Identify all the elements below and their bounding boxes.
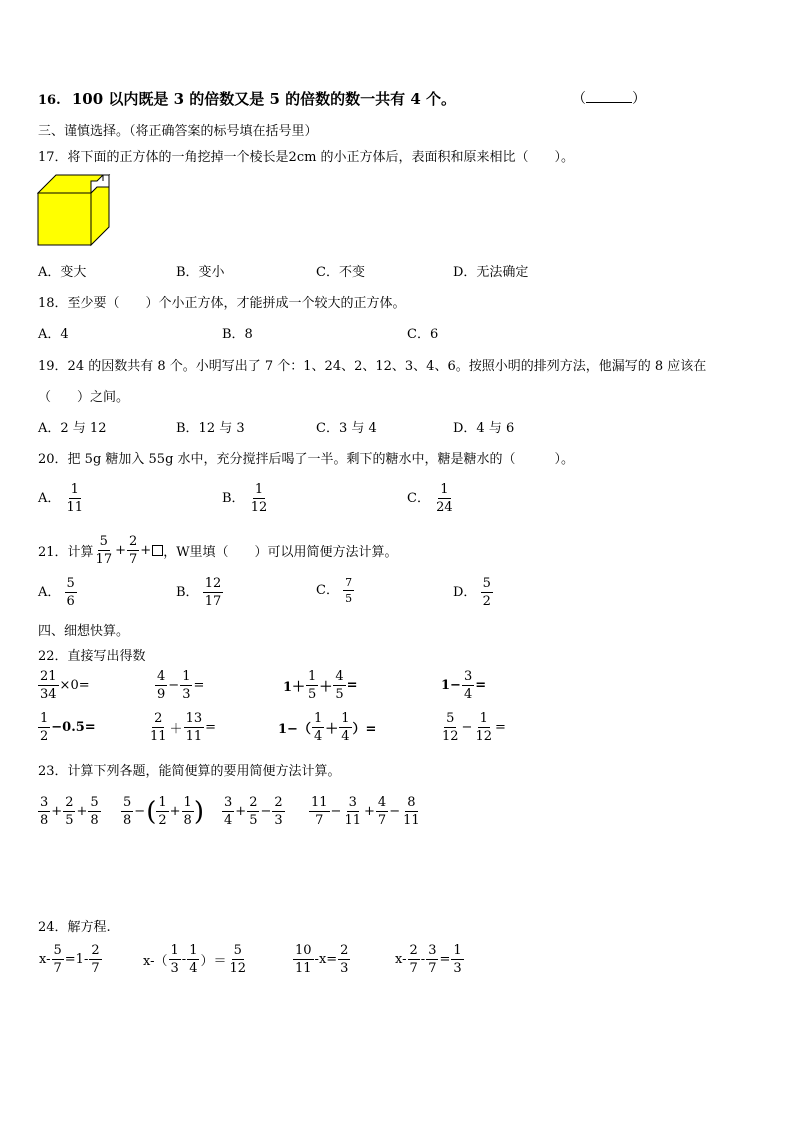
q22-text: 22．直接写出得数 — [38, 649, 146, 664]
fraction: $\frac{2}{7}$ — [129, 534, 138, 567]
blank-square-icon — [152, 545, 163, 556]
q19-option-b[interactable]: B．12 与 3 — [176, 421, 245, 436]
q18-text: 18．至少要（ ）个小正方体，才能拼成一个较大的正方体。 — [38, 296, 406, 311]
fraction: $\frac{2}{5}$ — [65, 795, 74, 828]
q22-expr-5: $\frac{1}{2}$ −0.5= — [40, 711, 96, 744]
fraction: $\frac{3}{7}$ — [428, 943, 437, 976]
q16-number: 16. — [38, 93, 61, 108]
q24-equation-2: x-（ $\frac{1}{3}$ - $\frac{1}{4}$ ）＝ $\frac{5}{12}$ — [143, 943, 247, 976]
q20-option-c[interactable]: C． $\frac{1}{24}$ — [407, 482, 453, 515]
fraction: $\frac{1}{24}$ — [436, 482, 453, 515]
fraction: $\frac{3}{4}$ — [463, 669, 473, 702]
cube-figure — [37, 174, 111, 248]
fraction: $\frac{5}{17}$ — [95, 534, 113, 567]
fraction: $\frac{5}{8}$ — [123, 795, 132, 828]
fraction: $\frac{2}{7}$ — [91, 943, 100, 976]
fraction: $\frac{2}{11}$ — [150, 711, 167, 744]
section-3-heading: 三、谨慎选择。（将正确答案的标号填在括号里） — [38, 124, 318, 139]
q17-option-a[interactable]: A．变大 — [38, 265, 87, 280]
q22-expr-3: 1＋ $\frac{1}{5}$ ＋ $\frac{4}{5}$ = — [283, 669, 358, 702]
q21-option-a[interactable]: A． $\frac{5}{6}$ — [38, 576, 75, 609]
q21-text: 21．计算 $\frac{5}{17}$ + $\frac{2}{7}$ + ，W里填（ ）可以用简便方法计算。 — [38, 534, 398, 567]
fraction: $\frac{1}{4}$ — [313, 711, 323, 744]
q21-option-c[interactable]: C． $\frac{7}{5}$ — [316, 576, 353, 605]
q24-equation-3: $\frac{10}{11}$ -x= $\frac{2}{3}$ — [295, 943, 349, 976]
q22-expr-2: $\frac{4}{9}$ − $\frac{1}{3}$ = — [157, 669, 205, 702]
fraction: $\frac{5}{7}$ — [53, 943, 62, 976]
fraction: $\frac{1}{2}$ — [40, 711, 49, 744]
fraction: $\frac{1}{3}$ — [453, 943, 462, 976]
q21-option-d[interactable]: D． $\frac{5}{2}$ — [453, 576, 491, 609]
q20-text: 20．把 5g 糖加入 55g 水中，充分搅拌后喝了一半。剩下的糖水中，糖是糖水的（ ）。 — [38, 452, 575, 467]
q23-expr-2: $\frac{5}{8}$ −( $\frac{1}{2}$ + $\frac{1}{8}$ ) — [123, 795, 204, 828]
question-16 — [38, 88, 456, 109]
fraction: $\frac{4}{5}$ — [335, 669, 344, 702]
q23-text: 23．计算下列各题，能简便算的要用简便方法计算。 — [38, 764, 341, 779]
q17-option-c[interactable]: C．不变 — [316, 265, 365, 280]
fraction: $\frac{4}{9}$ — [157, 669, 166, 702]
fraction: $\frac{1}{8}$ — [183, 795, 192, 828]
fraction: $\frac{1}{3}$ — [182, 669, 191, 702]
fraction: $\frac{1}{5}$ — [308, 669, 317, 702]
q19-option-c[interactable]: C．3 与 4 — [316, 421, 377, 436]
q21-option-b[interactable]: B． $\frac{12}{17}$ — [176, 576, 222, 609]
fraction: $\frac{1}{2}$ — [158, 795, 167, 828]
q24-text: 24．解方程. — [38, 920, 111, 935]
q18-option-a[interactable]: A．4 — [38, 327, 69, 342]
fraction: $\frac{13}{11}$ — [185, 711, 203, 744]
fraction: $\frac{2}{3}$ — [340, 943, 349, 976]
fraction: $\frac{11}{7}$ — [311, 795, 328, 828]
q17-option-b[interactable]: B．变小 — [176, 265, 225, 280]
fraction: $\frac{3}{11}$ — [344, 795, 361, 828]
q18-option-b[interactable]: B．8 — [222, 327, 253, 342]
q18-option-c[interactable]: C．6 — [407, 327, 439, 342]
q23-expr-4: $\frac{11}{7}$ − $\frac{3}{11}$ + $\frac{4}{7}$ − $\frac{8}{11}$ — [311, 795, 420, 828]
q20-option-a[interactable]: A． $\frac{1}{11}$ — [38, 482, 84, 515]
q23-expr-3: $\frac{3}{4}$ + $\frac{2}{5}$ − $\frac{2}{3}$ — [224, 795, 283, 828]
q23-expr-1: $\frac{3}{8}$ + $\frac{2}{5}$ + $\frac{5}{8}$ — [40, 795, 99, 828]
fraction: $\frac{7}{5}$ — [345, 576, 353, 605]
fraction: $\frac{2}{7}$ — [409, 943, 418, 976]
section-4-heading: 四、细想快算。 — [38, 624, 130, 639]
fraction: $\frac{1}{12}$ — [475, 711, 492, 744]
q20-option-b[interactable]: B． $\frac{1}{12}$ — [222, 482, 268, 515]
q16-text: 100 以内既是 3 的倍数又是 5 的倍数的数一共有 4 个。 — [71, 90, 457, 108]
fraction: $\frac{12}{17}$ — [204, 576, 222, 609]
q22-expr-1: $\frac{21}{34}$ ×0= — [40, 669, 90, 702]
q19-text-line1: 19．24 的因数共有 8 个。小明写出了 7 个：1、24、2、12、3、4、6。按照小明的排列方法，他漏写的 8 应该在 — [38, 359, 707, 374]
q19-option-a[interactable]: A．2 与 12 — [38, 421, 107, 436]
q19-text-line2: （ ）之间。 — [38, 390, 130, 405]
q24-equation-4: x- $\frac{2}{7}$ - $\frac{3}{7}$ = $\frac{1}{3}$ — [395, 943, 462, 976]
q22-expr-7: 1−（ $\frac{1}{4}$ ＋ $\frac{1}{4}$ ）= — [278, 711, 377, 744]
fraction: $\frac{5}{12}$ — [442, 711, 459, 744]
fraction: $\frac{1}{4}$ — [341, 711, 350, 744]
fraction: $\frac{5}{12}$ — [229, 943, 247, 976]
q16-answer-blank[interactable]: （ ） — [572, 91, 646, 107]
fraction: $\frac{1}{12}$ — [250, 482, 268, 515]
q17-text: 17．将下面的正方体的一角挖掉一个棱长是2cm 的小正方体后，表面积和原来相比（ ）。 — [38, 150, 575, 165]
fraction: $\frac{4}{7}$ — [377, 795, 387, 828]
fraction: $\frac{1}{4}$ — [189, 943, 198, 976]
fraction: $\frac{3}{8}$ — [40, 795, 49, 828]
q22-expr-6: $\frac{2}{11}$ ＋ $\frac{13}{11}$ = — [150, 711, 217, 744]
fraction: $\frac{1}{11}$ — [66, 482, 84, 515]
fraction: $\frac{5}{6}$ — [66, 576, 75, 609]
fraction: $\frac{5}{2}$ — [482, 576, 491, 609]
fraction: $\frac{21}{34}$ — [40, 669, 57, 702]
fraction: $\frac{3}{4}$ — [224, 795, 233, 828]
fraction: $\frac{8}{11}$ — [403, 795, 420, 828]
fraction: $\frac{1}{3}$ — [170, 943, 179, 976]
fraction: $\frac{10}{11}$ — [295, 943, 312, 976]
q22-expr-4: 1− $\frac{3}{4}$ = — [441, 669, 487, 702]
fraction: $\frac{2}{5}$ — [249, 795, 258, 828]
q19-option-d[interactable]: D．4 与 6 — [453, 421, 515, 436]
fraction: $\frac{2}{3}$ — [274, 795, 283, 828]
q24-equation-1: x- $\frac{5}{7}$ =1- $\frac{2}{7}$ — [39, 943, 100, 976]
q22-expr-8: $\frac{5}{12}$ − $\frac{1}{12}$ = — [442, 711, 506, 744]
answer-underline — [586, 90, 632, 103]
fraction: $\frac{5}{8}$ — [90, 795, 99, 828]
q17-option-d[interactable]: D．无法确定 — [453, 265, 529, 280]
